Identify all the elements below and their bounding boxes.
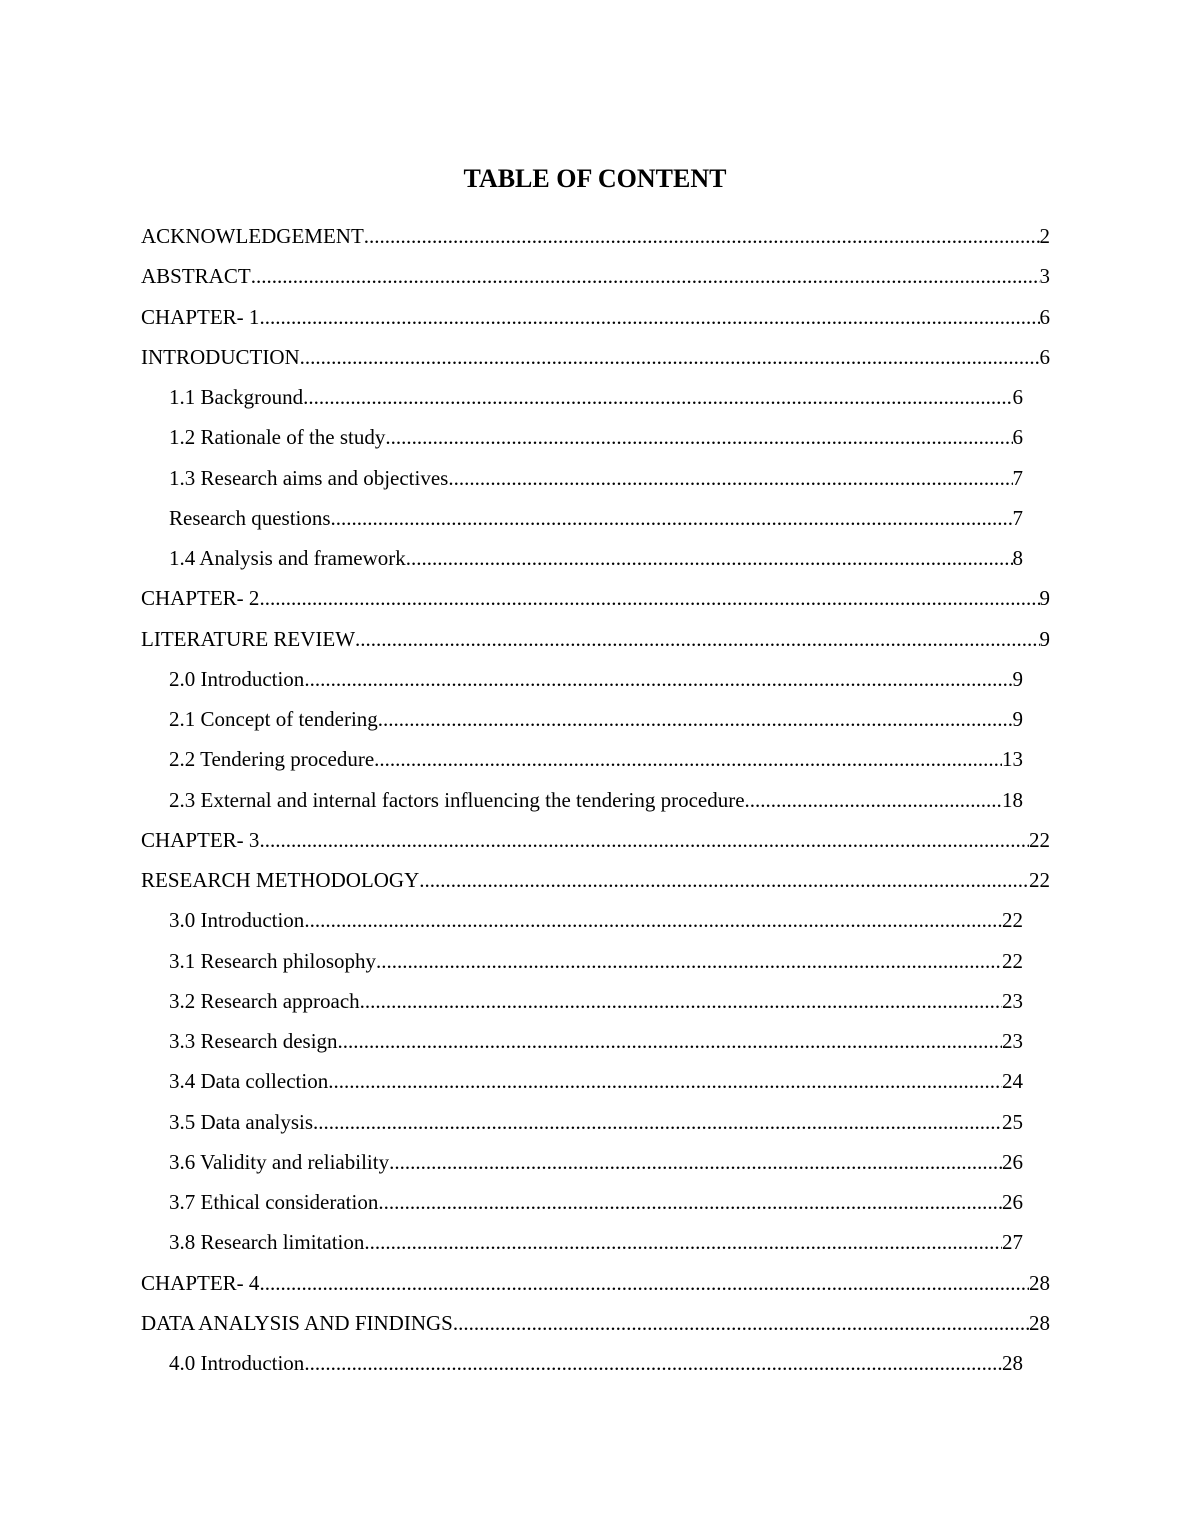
toc-entry-page-number: 6 (1039, 344, 1050, 369)
toc-entry-label: 3.8 Research limitation (169, 1230, 365, 1255)
toc-entry[interactable] (0, 783, 1190, 823)
toc-dot-leader (360, 984, 1002, 1018)
toc-entry-page-number: 9 (1012, 666, 1023, 691)
toc-dot-leader (389, 1145, 1002, 1179)
toc-entry-page-number: 18 (1002, 787, 1023, 812)
toc-dot-leader (251, 259, 1040, 293)
toc-entry-page-number: 22 (1002, 948, 1023, 973)
toc-entry-page-number: 7 (1012, 505, 1023, 530)
toc-dot-leader (303, 380, 1012, 414)
toc-dot-leader (364, 1225, 1002, 1259)
toc-entry-label: CHAPTER- 2 (141, 586, 260, 611)
toc-entry-label: 2.0 Introduction (169, 666, 305, 691)
toc-entry-row (141, 340, 1050, 374)
toc-entry-label: 1.3 Research aims and objectives (169, 465, 449, 490)
toc-entry-row (169, 783, 1023, 817)
toc-entry-page-number: 9 (1012, 707, 1023, 731)
toc-entry[interactable] (0, 1105, 1190, 1145)
toc-entry-row (169, 1225, 1023, 1259)
toc-dot-leader (338, 1024, 1002, 1058)
toc-entry-page-number: 8 (1012, 546, 1023, 570)
toc-entry-label: LITERATURE REVIEW (141, 626, 356, 651)
toc-entry-row (169, 984, 1023, 1018)
toc-entry[interactable] (0, 1064, 1190, 1104)
toc-entry[interactable] (0, 903, 1190, 943)
toc-entry-row (169, 1145, 1023, 1179)
toc-entry-label: 3.5 Data analysis (169, 1109, 314, 1134)
toc-entry-row (169, 1346, 1023, 1380)
toc-entry-label: 1.1 Background (169, 385, 304, 409)
toc-dot-leader (259, 300, 1039, 334)
toc-entry-row (141, 581, 1050, 615)
toc-entry-label: 3.0 Introduction (169, 908, 305, 933)
toc-entry-page-number: 28 (1029, 1310, 1050, 1335)
toc-entry[interactable] (0, 259, 1190, 299)
toc-entry[interactable] (0, 863, 1190, 903)
toc-dot-leader (385, 420, 1012, 454)
toc-entry-page-number: 6 (1039, 304, 1050, 329)
toc-entry-row (169, 541, 1023, 575)
toc-entry-label: 1.2 Rationale of the study (169, 425, 386, 450)
toc-entry-page-number: 22 (1029, 827, 1050, 852)
toc-entry-page-number: 6 (1012, 385, 1023, 409)
toc-dot-leader (376, 944, 1002, 978)
toc-entry-label: ABSTRACT (141, 264, 251, 289)
toc-entry-row (169, 1064, 1023, 1098)
toc-entry-page-number: 3 (1039, 264, 1050, 289)
toc-entry-label: 1.4 Analysis and framework (169, 546, 406, 570)
toc-entry-label: CHAPTER- 3 (141, 827, 260, 852)
toc-entry[interactable] (0, 1306, 1190, 1346)
toc-entry[interactable] (0, 622, 1190, 662)
toc-entry-page-number: 7 (1012, 465, 1023, 490)
toc-entry-page-number: 9 (1039, 586, 1050, 611)
toc-dot-leader (259, 581, 1039, 615)
toc-entry-row (141, 1266, 1050, 1300)
toc-entry-page-number: 26 (1002, 1190, 1023, 1214)
toc-entry[interactable] (0, 581, 1190, 621)
toc-entry-row (141, 259, 1050, 293)
toc-entry[interactable] (0, 1024, 1190, 1064)
toc-entry-row (141, 823, 1050, 857)
toc-entry[interactable] (0, 300, 1190, 340)
toc-entry-row (169, 903, 1023, 937)
toc-entry-label: 3.1 Research philosophy (169, 948, 377, 973)
toc-entry[interactable] (0, 944, 1190, 984)
toc-dot-leader (406, 541, 1013, 575)
toc-entry-page-number: 22 (1002, 908, 1023, 933)
toc-entry[interactable] (0, 662, 1190, 702)
toc-dot-leader (304, 903, 1002, 937)
toc-entry-row (141, 1306, 1050, 1340)
toc-dot-leader (331, 501, 1013, 535)
toc-entry-page-number: 22 (1029, 868, 1050, 892)
toc-dot-leader (355, 622, 1039, 656)
toc-entry-row (141, 219, 1050, 253)
toc-dot-leader (364, 219, 1040, 253)
toc-entry-label: RESEARCH METHODOLOGY (141, 868, 420, 892)
toc-entry-row (169, 702, 1023, 736)
toc-entry[interactable] (0, 461, 1190, 501)
toc-dot-leader (328, 1064, 1002, 1098)
toc-entry-row (169, 501, 1023, 535)
toc-entry-page-number: 23 (1002, 988, 1023, 1013)
toc-entry[interactable] (0, 340, 1190, 380)
toc-entry-row (169, 1185, 1023, 1219)
toc-dot-leader (378, 1185, 1002, 1219)
toc-entry-label: 3.7 Ethical consideration (169, 1190, 379, 1214)
toc-dot-leader (453, 1306, 1029, 1340)
toc-entry-row (169, 1024, 1023, 1058)
toc-entry-row (141, 300, 1050, 334)
toc-entry-page-number: 23 (1002, 1029, 1023, 1053)
toc-entry-page-number: 28 (1029, 1270, 1050, 1295)
toc-dot-leader (378, 702, 1013, 736)
toc-entry[interactable] (0, 1266, 1190, 1306)
toc-entry-page-number: 25 (1002, 1109, 1023, 1134)
toc-dot-leader (304, 662, 1012, 696)
toc-entry-page-number: 27 (1002, 1230, 1023, 1255)
toc-entry-page-number: 24 (1002, 1069, 1023, 1094)
toc-entry-label: Research questions (169, 505, 331, 530)
toc-entry[interactable] (0, 219, 1190, 259)
toc-dot-leader (419, 863, 1029, 897)
toc-dot-leader (259, 823, 1029, 857)
toc-entry-row (169, 742, 1023, 776)
toc-entry-label: 3.4 Data collection (169, 1069, 329, 1094)
toc-entry[interactable] (0, 1145, 1190, 1185)
toc-entry-row (141, 863, 1050, 897)
toc-dot-leader (300, 340, 1040, 374)
toc-entry[interactable] (0, 823, 1190, 863)
toc-entry[interactable] (0, 501, 1190, 541)
toc-dot-leader (374, 742, 1002, 776)
toc-entry[interactable] (0, 702, 1190, 742)
toc-entry[interactable] (0, 742, 1190, 782)
toc-entry-page-number: 13 (1002, 747, 1023, 772)
toc-entry-label: CHAPTER- 1 (141, 304, 260, 329)
toc-entry[interactable] (0, 1346, 1190, 1386)
toc-entry-label: 3.2 Research approach (169, 988, 360, 1013)
toc-entry-label: INTRODUCTION (141, 344, 300, 369)
toc-entry[interactable] (0, 984, 1190, 1024)
toc-entry-page-number: 28 (1002, 1351, 1023, 1375)
page-title: TABLE OF CONTENT (463, 164, 727, 193)
toc-entry-row (169, 1105, 1023, 1139)
toc-entry-row (169, 380, 1023, 414)
toc-entry-page-number: 9 (1039, 626, 1050, 651)
toc-entry-label: 2.2 Tendering procedure (169, 747, 375, 772)
toc-entry-label: 2.3 External and internal factors influencing the tendering procedure (169, 787, 745, 812)
toc-entry-label: CHAPTER- 4 (141, 1270, 260, 1295)
toc-entry-row (141, 622, 1050, 656)
toc-entry[interactable] (0, 1185, 1190, 1225)
toc-entry[interactable] (0, 420, 1190, 460)
toc-entry-label: 2.1 Concept of tendering (169, 707, 378, 731)
toc-dot-leader (259, 1266, 1029, 1300)
toc-entry-row (169, 944, 1023, 978)
toc-entry[interactable] (0, 380, 1190, 420)
toc-entry-label: DATA ANALYSIS AND FINDINGS (141, 1310, 453, 1335)
toc-entry-page-number: 2 (1039, 224, 1050, 248)
toc-entry-label: 4.0 Introduction (169, 1351, 305, 1375)
toc-entry-page-number: 26 (1002, 1149, 1023, 1174)
toc-dot-leader (448, 461, 1012, 495)
toc-entry-label: ACKNOWLEDGEMENT (141, 224, 364, 248)
toc-dot-leader (313, 1105, 1002, 1139)
toc-entry-label: 3.6 Validity and reliability (169, 1149, 390, 1174)
toc-entry-page-number: 6 (1012, 425, 1023, 450)
toc-dot-leader (304, 1346, 1002, 1380)
toc-entry-row (169, 662, 1023, 696)
toc-entry-row (169, 461, 1023, 495)
toc-dot-leader (745, 783, 1002, 817)
toc-entry[interactable] (0, 1225, 1190, 1265)
toc-entry-row (169, 420, 1023, 454)
toc-list (0, 219, 1190, 1386)
toc-entry-label: 3.3 Research design (169, 1029, 338, 1053)
toc-entry[interactable] (0, 541, 1190, 581)
